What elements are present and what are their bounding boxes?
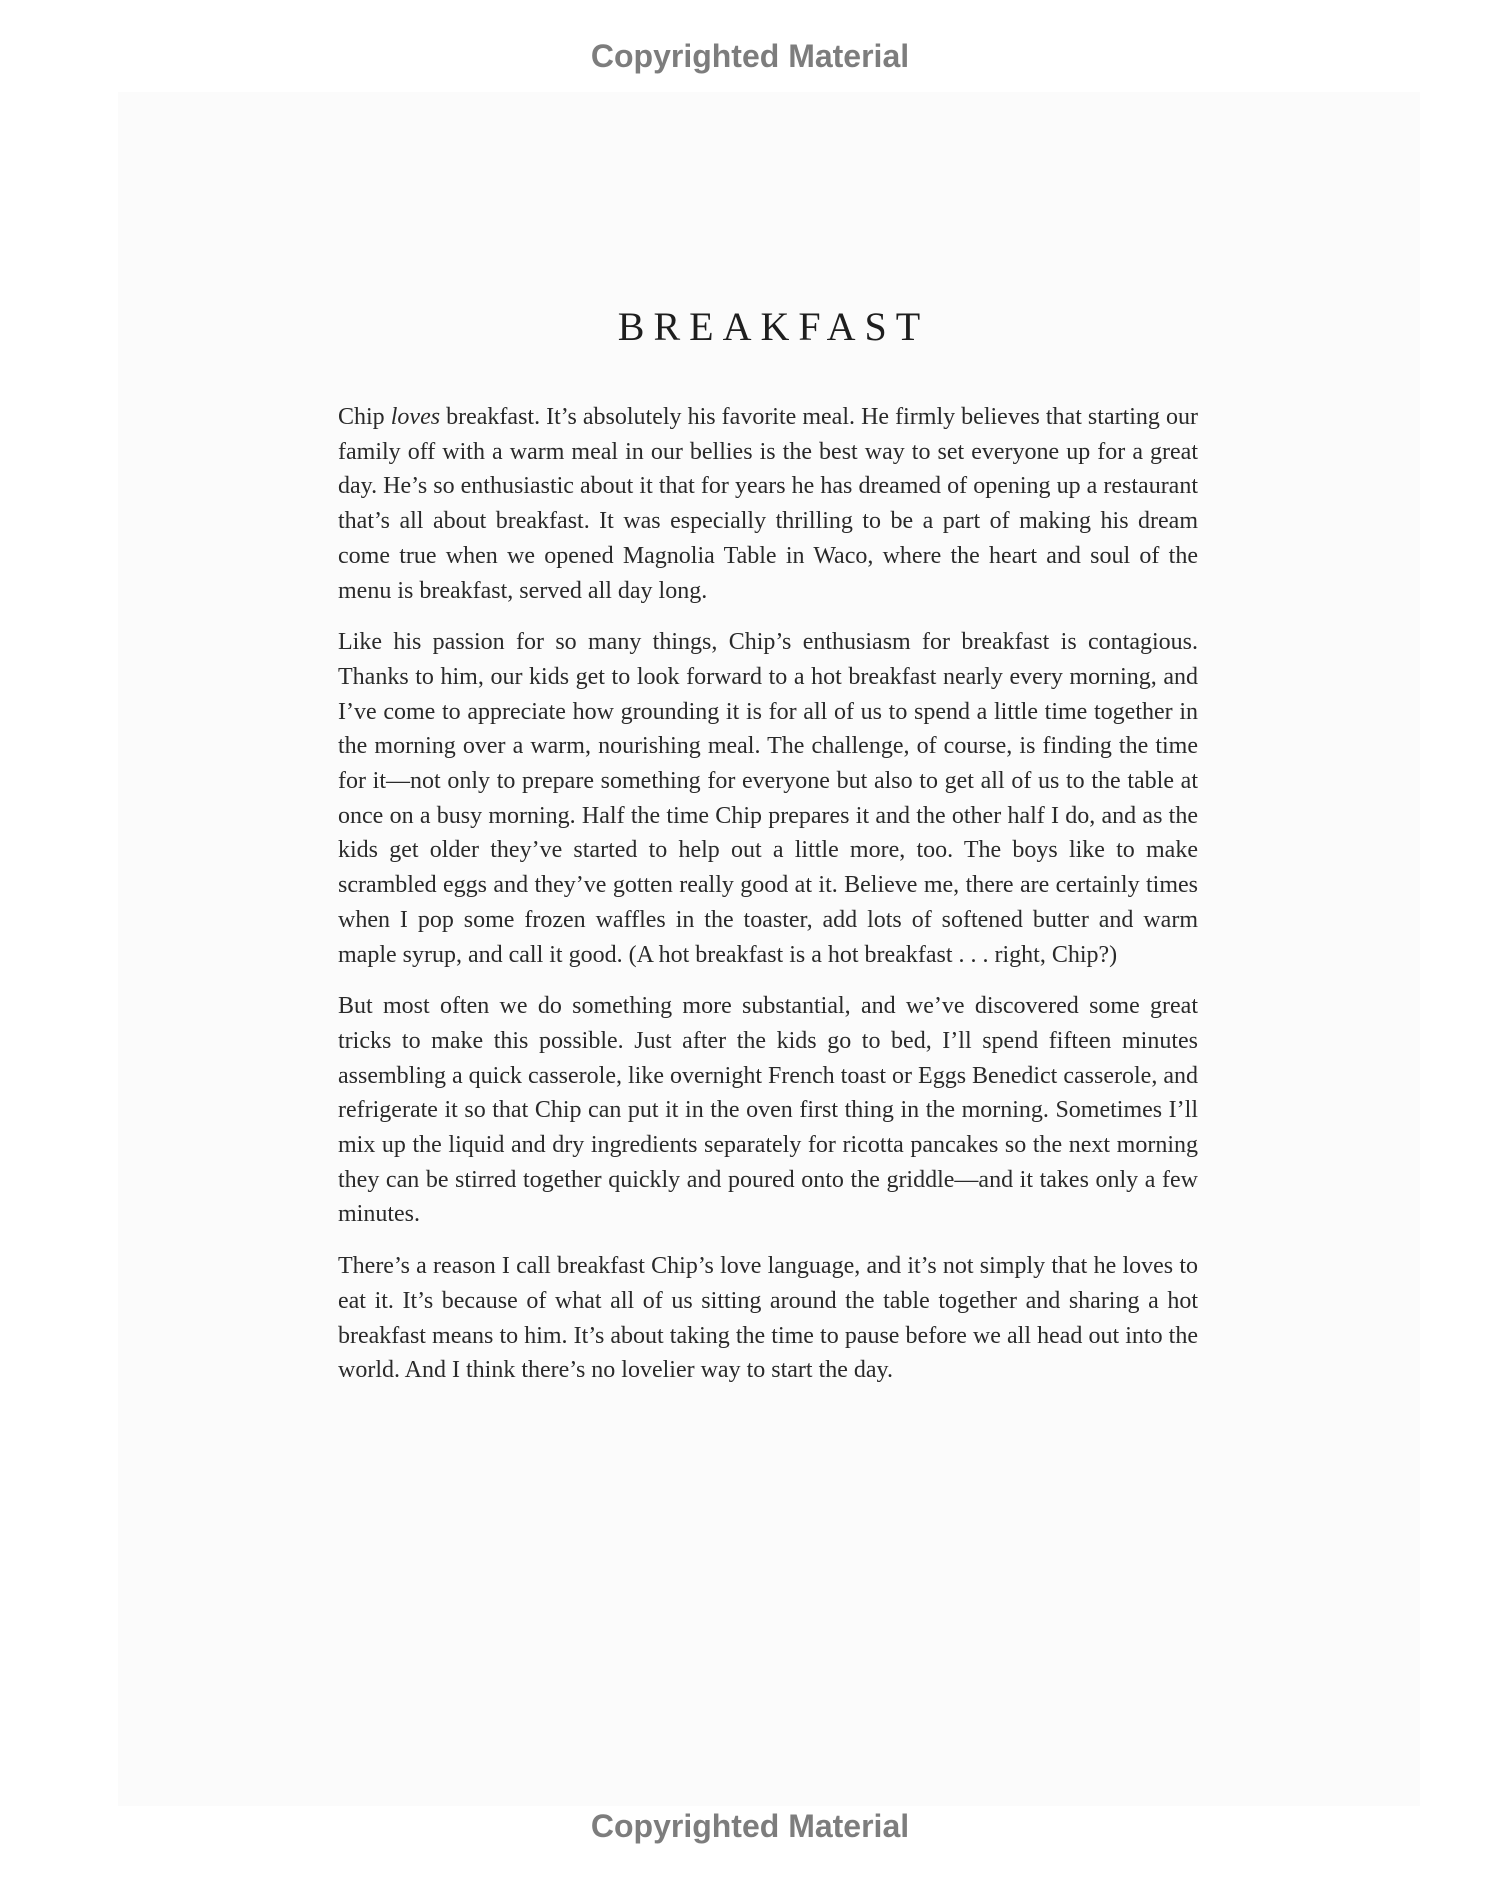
- copyright-watermark-top: Copyrighted Material: [590, 38, 910, 74]
- paragraph-1-emphasis: loves: [390, 404, 441, 430]
- chapter-body: [338, 400, 1198, 1405]
- paragraph-2: Like his passion for so many things, Chip’s enthusiasm for breakfast is contagious. Thanks to him, our kids get to look forward to a hot breakfast nearly every morning, and I’ve come to appreciate how grounding it is for all of us to spend a little time together in the morning over a warm, nourishing meal. The challenge, of course, is finding the time for it—not only to prepare something for everyone but also to get all of us to the table at once on a busy morning. Half the time Chip prepares it and the other half I do, and as the kids get older they’ve started to help out a little more, too. The boys like to make scrambled eggs and they’ve gotten really good at it. Believe me, there are certainly times when I pop some frozen waffles in the toaster, add lots of softened butter and warm maple syrup, and call it good. (A hot breakfast is a hot breakfast . . . right, Chip?): [338, 629, 1198, 968]
- paragraph-1-rest: breakfast. It’s absolutely his favorite meal. He firmly believes that starting our family off with a warm meal in our bellies is the best way to set everyone up for a great day. He’s so enthusiastic about it that for years he has dreamed of opening up a restaurant that’s all about breakfast. It was especially thrilling to be a part of making his dream come true when we opened Magnolia Table in Waco, where the heart and soul of the menu is breakfast, served all day long.: [338, 404, 1198, 604]
- paragraph-4: There’s a reason I call breakfast Chip’s love language, and it’s not simply that he loves to eat it. It’s because of what all of us sitting around the table together and sharing a hot breakfast means to him. It’s about taking the time to pause before we all head out into the world. And I think there’s no lovelier way to start the day.: [338, 1253, 1198, 1384]
- book-page: [118, 92, 1420, 1806]
- paragraph-1: [338, 400, 1198, 608]
- paragraph-1-lead: Chip: [338, 404, 391, 430]
- paragraph-3: But most often we do something more substantial, and we’ve discovered some great tricks to make this possible. Just after the kids go to bed, I’ll spend fifteen minutes assembling a quick casserole, like overnight French toast or Eggs Benedict casserole, and refrigerate it so that Chip can put it in the oven first thing in the morning. Sometimes I’ll mix up the liquid and dry ingredients separately for ricotta pancakes so the next morning they can be stirred together quickly and poured onto the griddle—and it takes only a few minutes.: [338, 993, 1198, 1228]
- chapter-title: BREAKFAST: [617, 304, 930, 349]
- copyright-watermark-bottom: Copyrighted Material: [590, 1808, 910, 1844]
